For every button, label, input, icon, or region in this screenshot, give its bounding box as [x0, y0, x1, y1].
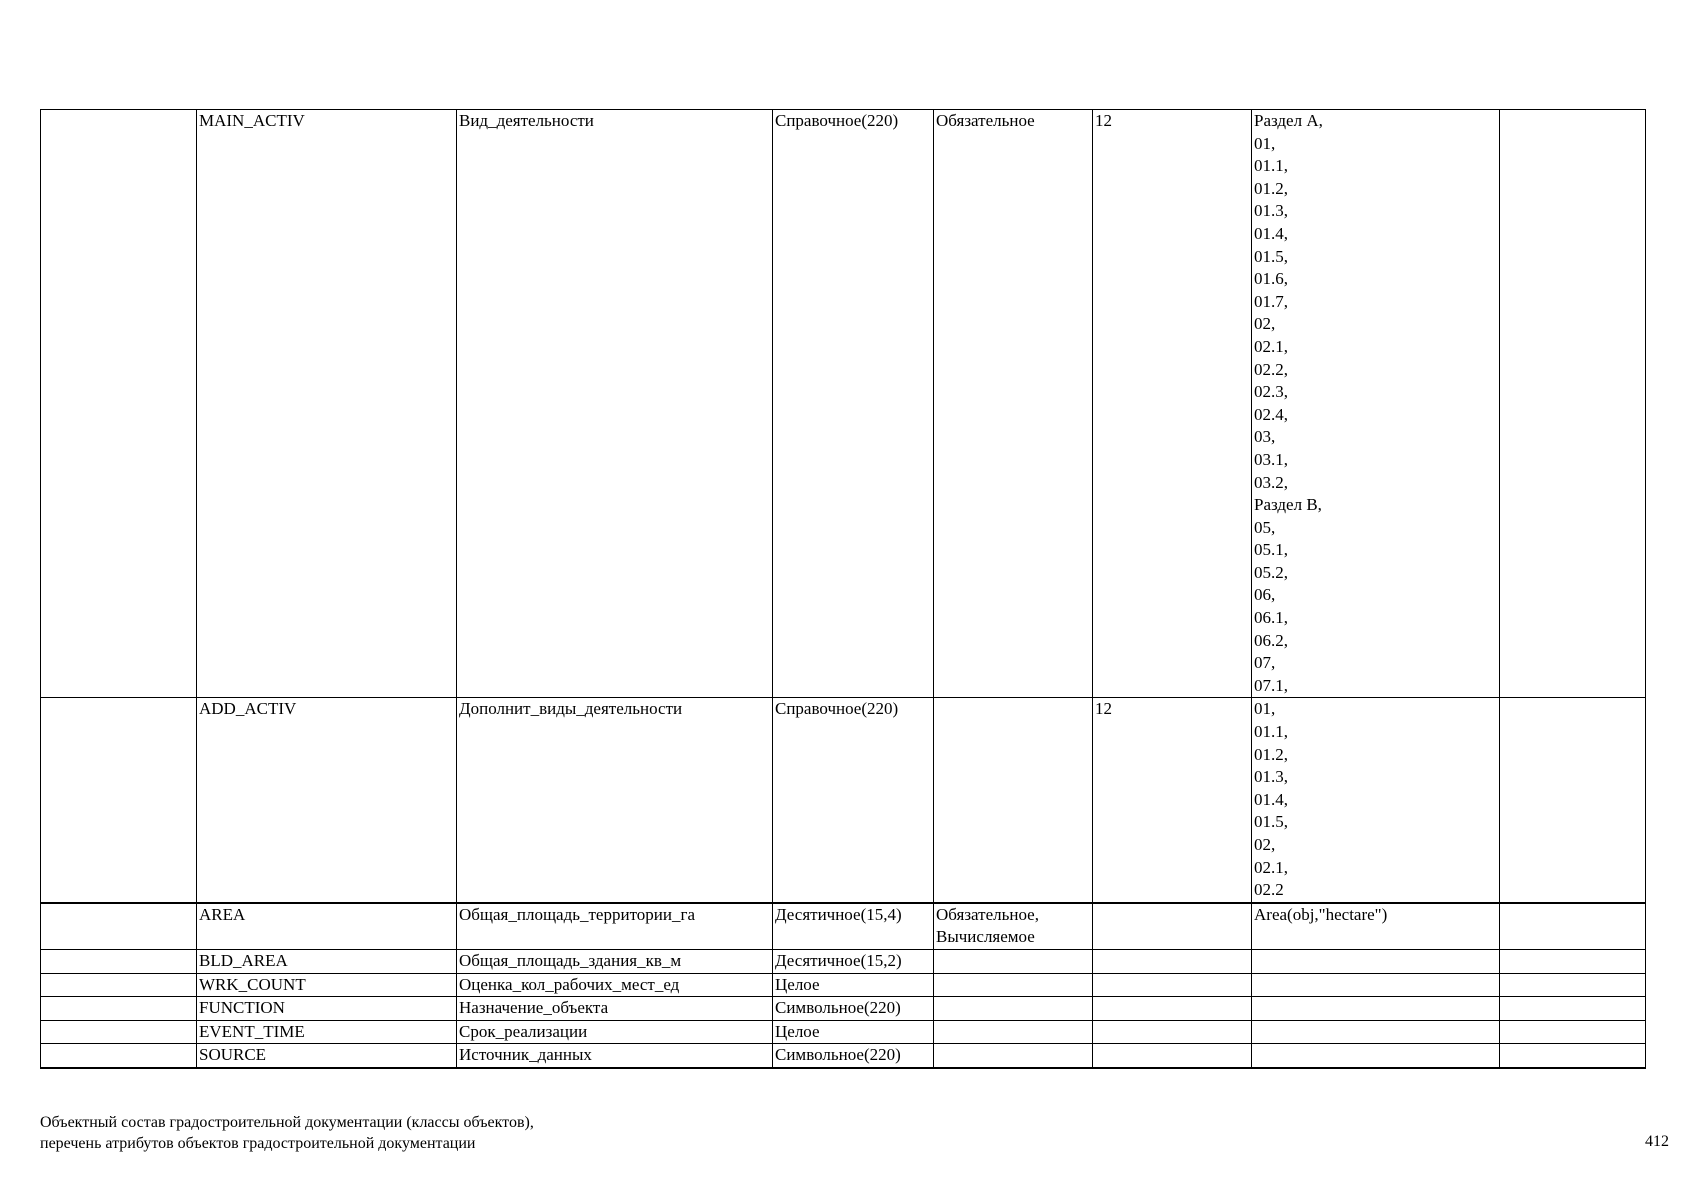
- page-number: 412: [1645, 1133, 1669, 1150]
- values-cell: [1252, 110, 1500, 698]
- cell-line: 01.3,: [1254, 767, 1288, 787]
- mandatory-cell: Обязательное: [934, 110, 1093, 698]
- values-cell: [1252, 949, 1500, 973]
- cell-line: 02.3,: [1254, 382, 1288, 402]
- mandatory-cell: [934, 903, 1093, 950]
- first-cell: [41, 1020, 197, 1044]
- cell-line: 01.2,: [1254, 178, 1288, 198]
- table-row: [41, 1044, 1646, 1068]
- note-cell: [1500, 973, 1646, 997]
- cell-line: 01.1,: [1254, 156, 1288, 176]
- attribute-alias-cell: Источник_данных: [457, 1044, 773, 1068]
- cell-line: 02.4,: [1254, 404, 1288, 424]
- code-cell: [1093, 1044, 1252, 1068]
- values-cell: [1252, 903, 1500, 950]
- cell-line: 05.2,: [1254, 562, 1288, 582]
- values-cell: [1252, 1020, 1500, 1044]
- code-cell: [1093, 997, 1252, 1021]
- attribute-alias-cell: Срок_реализации: [457, 1020, 773, 1044]
- table-row: [41, 698, 1646, 903]
- data-type-cell: Символьное(220): [773, 997, 934, 1021]
- attribute-name-cell: SOURCE: [197, 1044, 457, 1068]
- note-cell: [1500, 110, 1646, 698]
- data-type-cell: Справочное(220): [773, 698, 934, 903]
- cell-line: Раздел А,: [1254, 111, 1323, 130]
- values-cell: [1252, 1044, 1500, 1068]
- data-type-cell: Справочное(220): [773, 110, 934, 698]
- note-cell: [1500, 949, 1646, 973]
- cell-line: 07.1,: [1254, 675, 1288, 695]
- cell-line: Вычисляемое: [936, 927, 1035, 947]
- cell-line: 01.4,: [1254, 223, 1288, 243]
- code-cell: 12: [1093, 698, 1252, 903]
- attribute-alias-cell: Назначение_объекта: [457, 997, 773, 1021]
- table-row: [41, 110, 1646, 698]
- cell-line: 02.2,: [1254, 359, 1288, 379]
- table-row: [41, 903, 1646, 950]
- cell-line: 01.5,: [1254, 812, 1288, 832]
- cell-line: 06,: [1254, 585, 1276, 605]
- cell-line: 01.6,: [1254, 269, 1288, 289]
- attribute-table-body: [41, 110, 1646, 1068]
- attribute-alias-cell: Общая_площадь_территории_га: [457, 903, 773, 950]
- mandatory-cell: [934, 698, 1093, 903]
- cell-line: Area(obj,"hectare"): [1254, 904, 1388, 924]
- cell-line: 02,: [1254, 314, 1276, 334]
- footer-caption-line-1: Объектный состав градостроительной документации (классы объектов),: [40, 1114, 534, 1131]
- mandatory-cell: [934, 973, 1093, 997]
- first-cell: [41, 698, 197, 903]
- first-cell: [41, 973, 197, 997]
- table-row: [41, 1020, 1646, 1044]
- attribute-name-cell: FUNCTION: [197, 997, 457, 1021]
- mandatory-cell: [934, 997, 1093, 1021]
- cell-line: 01,: [1254, 133, 1276, 153]
- attribute-name-cell: BLD_AREA: [197, 949, 457, 973]
- code-cell: 12: [1093, 110, 1252, 698]
- cell-line: 02.1,: [1254, 336, 1288, 356]
- cell-line: 01,: [1254, 699, 1276, 719]
- cell-line: 05.1,: [1254, 540, 1288, 560]
- cell-line: 01.3,: [1254, 201, 1288, 221]
- cell-line: 03.1,: [1254, 449, 1288, 469]
- cell-line: 06.2,: [1254, 630, 1288, 650]
- attribute-name-cell: ADD_ACTIV: [197, 698, 457, 903]
- note-cell: [1500, 1020, 1646, 1044]
- attribute-alias-cell: Общая_площадь_здания_кв_м: [457, 949, 773, 973]
- attribute-alias-cell: Оценка_кол_рабочих_мест_ед: [457, 973, 773, 997]
- attribute-name-cell: AREA: [197, 903, 457, 950]
- data-type-cell: Целое: [773, 973, 934, 997]
- values-cell: [1252, 997, 1500, 1021]
- attribute-table: [40, 109, 1646, 1069]
- code-cell: [1093, 973, 1252, 997]
- values-cell: [1252, 973, 1500, 997]
- cell-line: 01.7,: [1254, 291, 1288, 311]
- note-cell: [1500, 698, 1646, 903]
- cell-line: 01.2,: [1254, 744, 1288, 764]
- note-cell: [1500, 903, 1646, 950]
- code-cell: [1093, 1020, 1252, 1044]
- data-type-cell: Десятичное(15,4): [773, 903, 934, 950]
- first-cell: [41, 903, 197, 950]
- cell-line: 05,: [1254, 517, 1276, 537]
- cell-line: 06.1,: [1254, 608, 1288, 628]
- cell-line: 01.1,: [1254, 722, 1288, 742]
- attribute-name-cell: EVENT_TIME: [197, 1020, 457, 1044]
- note-cell: [1500, 997, 1646, 1021]
- first-cell: [41, 949, 197, 973]
- cell-line: 01.4,: [1254, 789, 1288, 809]
- data-type-cell: Десятичное(15,2): [773, 949, 934, 973]
- values-cell: [1252, 698, 1500, 903]
- cell-line: 03,: [1254, 427, 1276, 447]
- attribute-alias-cell: Дополнит_виды_деятельности: [457, 698, 773, 903]
- mandatory-cell: [934, 1020, 1093, 1044]
- code-cell: [1093, 903, 1252, 950]
- cell-line: 02.2: [1254, 880, 1284, 900]
- first-cell: [41, 1044, 197, 1068]
- table-row: [41, 973, 1646, 997]
- footer-caption: [40, 1112, 534, 1154]
- attribute-alias-cell: Вид_деятельности: [457, 110, 773, 698]
- first-cell: [41, 997, 197, 1021]
- note-cell: [1500, 1044, 1646, 1068]
- attribute-name-cell: WRK_COUNT: [197, 973, 457, 997]
- first-cell: [41, 110, 197, 698]
- cell-line: 02.1,: [1254, 857, 1288, 877]
- footer-caption-line-2: перечень атрибутов объектов градостроительной документации: [40, 1135, 476, 1152]
- cell-line: 07,: [1254, 653, 1276, 673]
- mandatory-cell: [934, 1044, 1093, 1068]
- cell-line: Раздел В,: [1254, 495, 1322, 515]
- data-type-cell: Целое: [773, 1020, 934, 1044]
- cell-line: 01.5,: [1254, 246, 1288, 266]
- mandatory-cell: [934, 949, 1093, 973]
- cell-line: 03.2,: [1254, 472, 1288, 492]
- table-row: [41, 949, 1646, 973]
- data-type-cell: Символьное(220): [773, 1044, 934, 1068]
- cell-line: 02,: [1254, 835, 1276, 854]
- table-row: [41, 997, 1646, 1021]
- attribute-name-cell: MAIN_ACTIV: [197, 110, 457, 698]
- cell-line: Обязательное,: [936, 904, 1039, 924]
- code-cell: [1093, 949, 1252, 973]
